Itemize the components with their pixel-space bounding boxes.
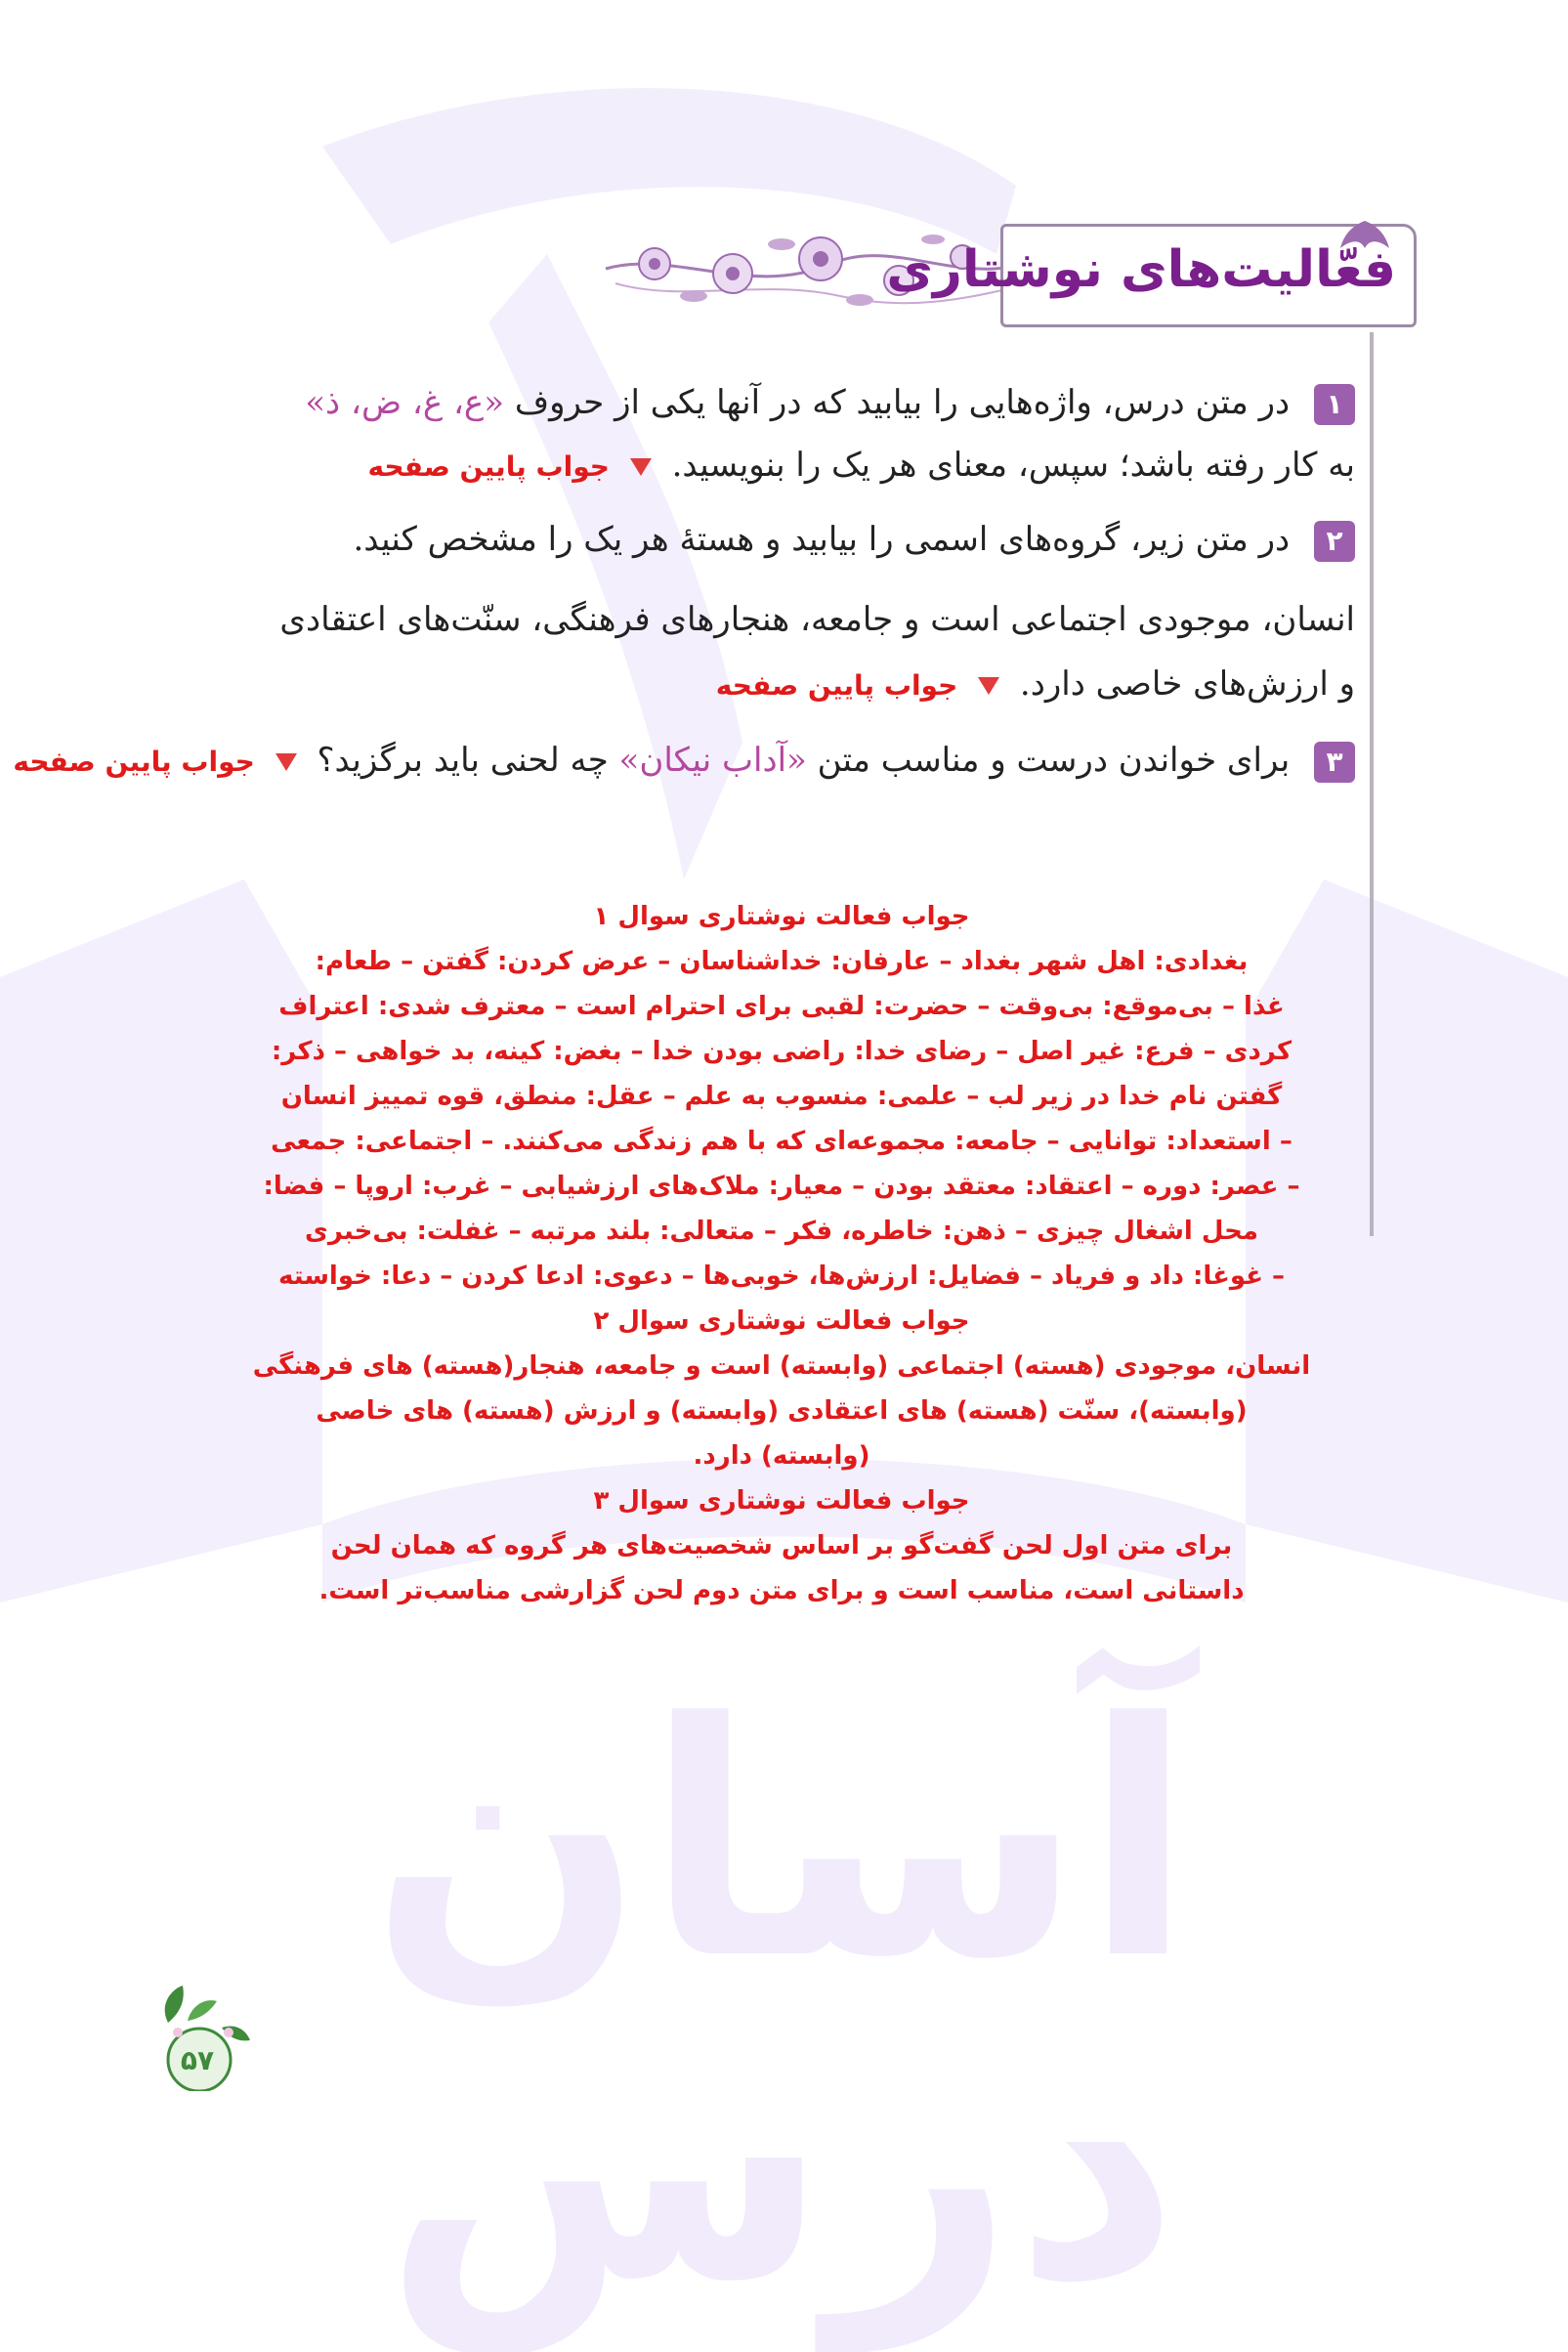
answer-line: گفتن نام خدا در زیر لب – علمی: منسوب به علم – عقل: منطق، قوه تمییز انسان xyxy=(280,1082,1283,1111)
section-header xyxy=(596,210,1417,327)
question-3 xyxy=(13,741,1355,783)
question-text: برای خواندن درست و مناسب متن xyxy=(817,741,1291,780)
answer-heading-2: جواب فعالت نوشتاری سوال ۲ xyxy=(593,1306,970,1336)
question-letters: «ع، غ، ض، ذ» xyxy=(305,383,505,422)
down-triangle-icon xyxy=(630,458,652,476)
answer-hint: جواب پایین صفحه xyxy=(367,450,610,483)
passage-text: انسان، موجودی اجتماعی است و جامعه، هنجارهای فرهنگی، سنّت‌های اعتقادی xyxy=(279,600,1355,639)
answer-line: – استعداد: توانایی – جامعه: مجموعه‌ای که با هم زندگی می‌کنند. – اجتماعی: جمعی xyxy=(271,1127,1293,1156)
passage-text: و ارزش‌های خاصی دارد. xyxy=(1019,664,1355,704)
answer-heading-1: جواب فعالت نوشتاری سوال ۱ xyxy=(593,902,970,931)
question-2 xyxy=(354,520,1356,562)
page-number-badge xyxy=(148,1984,256,2091)
question-text: چه لحنی باید برگزید؟ xyxy=(317,741,609,780)
page-number: ۵۷ xyxy=(180,2044,215,2076)
title-box xyxy=(886,224,1417,327)
answer-line: (وابسته) دارد. xyxy=(693,1441,870,1471)
answer-line: غذا – بی‌موقع: بی‌وقت – حضرت: لقبی برای احترام است – معترف شدی: اعتراف xyxy=(278,992,1285,1021)
question-text: در متن زیر، گروه‌های اسمی را بیابید و هستهٔ هر یک را مشخص کنید. xyxy=(353,520,1291,559)
question-title-quote: «آداب نیکان» xyxy=(618,741,807,780)
answer-hint: جواب پایین صفحه xyxy=(715,669,958,702)
question-1-line-2 xyxy=(367,446,1355,485)
answer-line: بغدادی: اهل شهر بغداد – عارفان: خداشناسان – عرض کردن: گفتن – طعام: xyxy=(315,947,1249,976)
question-text: در متن درس، واژه‌هایی را بیابید که در آنها یکی از حروف xyxy=(514,383,1291,422)
answer-hint: جواب پایین صفحه xyxy=(13,746,255,778)
answers-section xyxy=(244,894,1319,1613)
answer-heading-3: جواب فعالت نوشتاری سوال ۳ xyxy=(593,1486,970,1516)
answer-line: – غوغا: داد و فریاد – فضایل: ارزش‌ها، خوبی‌ها – دعوی: ادعا کردن – دعا: خواسته xyxy=(277,1262,1286,1291)
question-2-passage-line-2 xyxy=(716,664,1355,704)
down-triangle-icon xyxy=(275,753,297,771)
question-number-badge: ۱ xyxy=(1314,384,1355,425)
question-2-passage xyxy=(279,600,1355,639)
answer-line: (وابسته)، سنّت (هسته) های اعتقادی (وابسته) و ارزش (هسته) های خاصی xyxy=(316,1396,1248,1426)
vertical-divider xyxy=(1370,332,1374,1236)
page-title: فعّالیت‌های نوشتاری xyxy=(886,240,1396,299)
answer-line: برای متن اول لحن گفت‌گو بر اساس شخصیت‌های هر گروه که همان لحن xyxy=(330,1531,1233,1561)
down-triangle-icon xyxy=(978,677,999,695)
question-text: به کار رفته باشد؛ سپس، معنای هر یک را بنویسید. xyxy=(671,446,1355,485)
answer-line: محل اشغال چیزی – ذهن: خاطره، فکر – متعالی: بلند مرتبه – غفلت: بی‌خبری xyxy=(305,1217,1258,1246)
question-number-badge: ۳ xyxy=(1314,742,1355,783)
question-number-badge: ۲ xyxy=(1314,521,1355,562)
answer-line: داستانی است، مناسب است و برای متن دوم لحن گزارشی مناسب‌تر است. xyxy=(318,1576,1245,1605)
answer-line: انسان، موجودی (هسته) اجتماعی (وابسته) است و جامعه، هنجار(هسته) های فرهنگی xyxy=(252,1351,1311,1381)
answer-line: کردی – فرع: غیر اصل – رضای خدا: راضی بودن خدا – بغض: کینه، بد خواهی – ذکر: xyxy=(271,1037,1293,1066)
watermark-text: آسان درس xyxy=(369,1654,1194,2352)
answer-line: – عصر: دوره – اعتقاد: معتقد بودن – معیار: ملاک‌های ارزشیابی – غرب: اروپا – فضا: xyxy=(263,1172,1300,1201)
question-1 xyxy=(305,383,1355,425)
